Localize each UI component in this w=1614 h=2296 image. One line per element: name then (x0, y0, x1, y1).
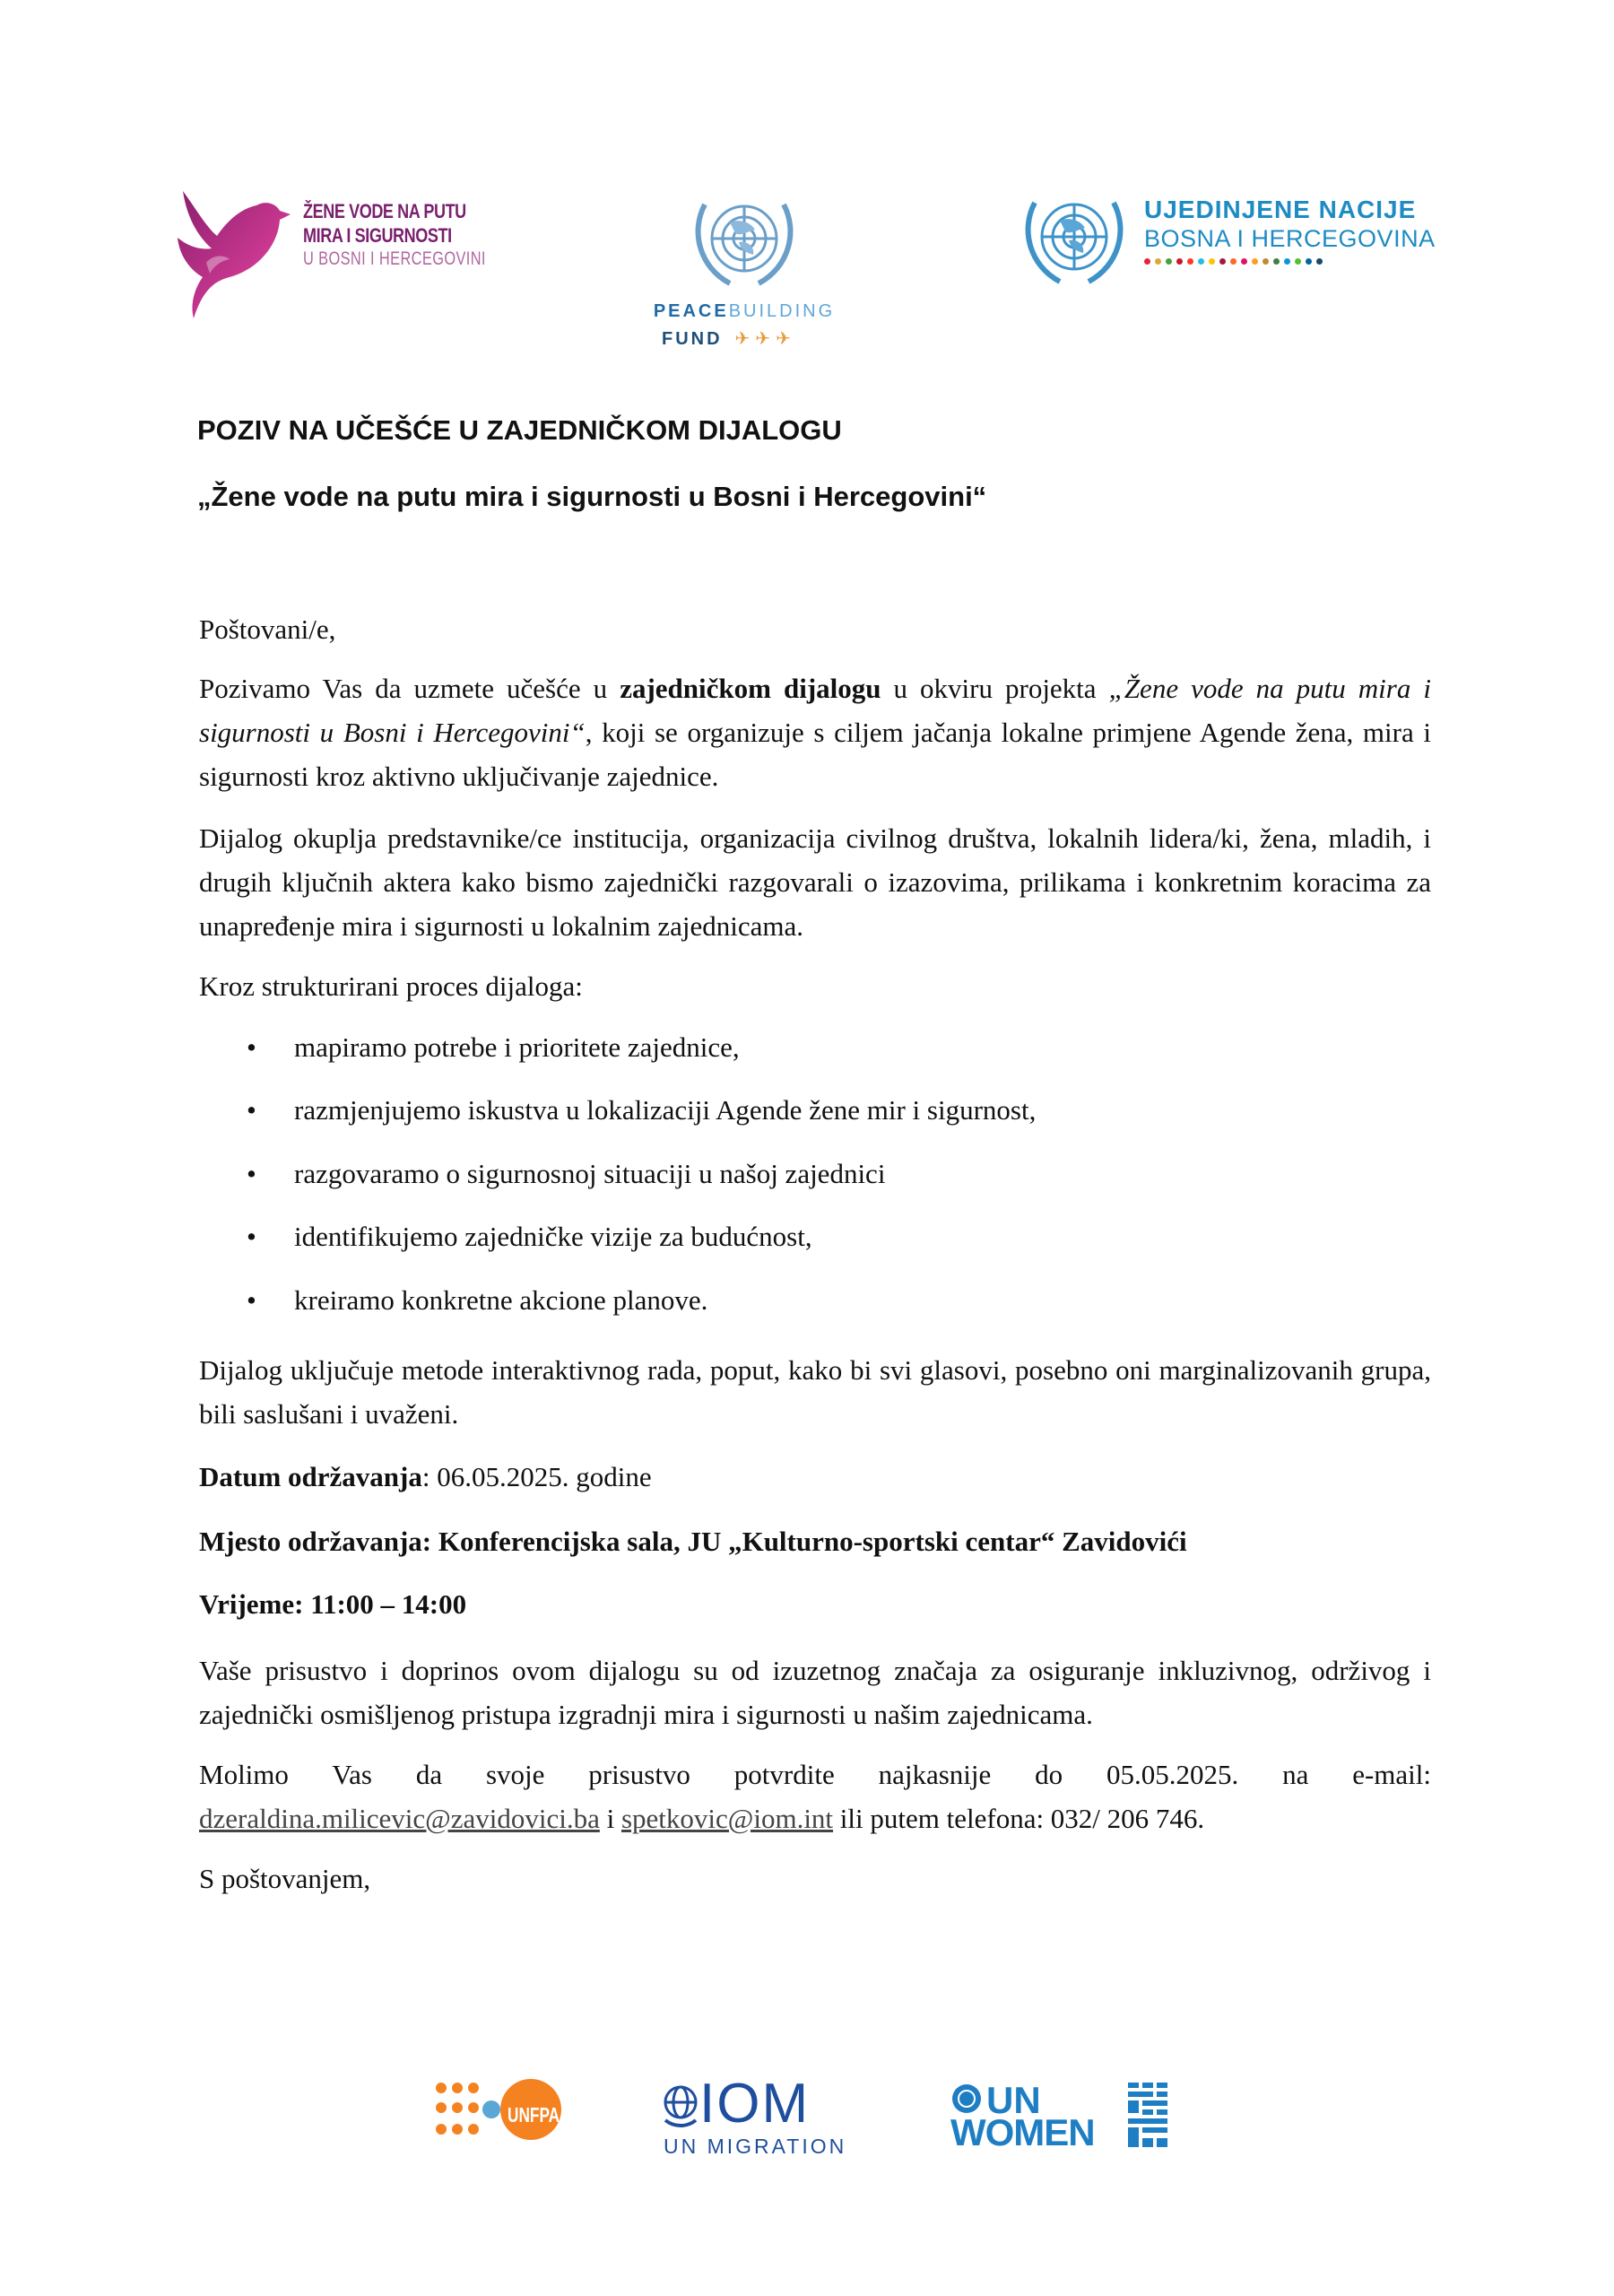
email-link-municipality[interactable]: dzeraldina.milicevic@zavidovici.ba (199, 1803, 600, 1834)
un-bih-logo (1144, 196, 1436, 265)
bullet-item-3: razgovaramo o sigurnosnoj situaciji u našoj zajednici (294, 1158, 886, 1189)
rsvp-line2 (199, 1796, 1431, 1840)
pbf-part2: BUILDING (728, 301, 836, 321)
event-date-label: Datum održavanja (199, 1461, 422, 1492)
intro-a: Pozivamo Vas da uzmete učešće u (199, 673, 620, 704)
peacebuilding-fund-logo (646, 301, 843, 350)
bullet-marker: • (247, 1094, 256, 1126)
event-date-value: : 06.05.2025. godine (421, 1461, 652, 1492)
zene-vode-logo (170, 184, 296, 332)
unfpa-text: UNFPA (508, 2103, 560, 2126)
page-title: POZIV NA UČEŠĆE U ZAJEDNIČKOM DIJALOGU (197, 414, 842, 446)
iom-emblem-icon (662, 2079, 699, 2135)
dove-icon (170, 184, 296, 327)
un-bih-line1: UJEDINJENE NACIJE (1144, 196, 1417, 223)
closing: S poštovanjem, (199, 1863, 371, 1894)
bullet-marker: • (247, 1221, 256, 1252)
event-place (199, 1519, 1431, 1563)
event-date (199, 1455, 1431, 1499)
rsvp-line1: Molimo Vas da svoje prisustvo potvrdite najkasnije do 05.05.2025. na e-mail: (199, 1759, 1431, 1790)
intro-e: , koji se organizuje s ciljem jačanja lokalne primjene Agende žena, mira i sigurnosti kroz aktivno uključivanje zajednice. (199, 717, 1431, 792)
event-time-label: Vrijeme (199, 1588, 295, 1620)
bullet-item-5: kreiramo konkretne akcione planove. (294, 1284, 708, 1316)
paragraph-3: Dijalog uključuje metode interaktivnog rada, poput, kako bi svi glasovi, posebno oni marginalizovanih grupa, bili saslušani i uvaženi. (199, 1354, 1431, 1430)
un-women-pattern-icon (1128, 2083, 1182, 2157)
paragraph-4: Vaše prisustvo i doprinos ovom dijalogu su od izuzetnog značaja za osiguranje inkluzivnog, održivog i zajednički osmišljenog pristupa izgradnji mira i sigurnosti u našim zajednicama. (199, 1655, 1431, 1730)
event-time-value: : 11:00 – 14:00 (294, 1588, 467, 1620)
bullet-marker: • (247, 1284, 256, 1316)
bullet-item-4: identifikujemo zajedničke vizije za budućnost, (294, 1221, 812, 1252)
bullet-marker: • (247, 1158, 256, 1189)
rsvp-phone: ili putem telefona: 032/ 206 746. (833, 1803, 1205, 1834)
iom-text: IOM (699, 2073, 811, 2135)
iom-subtitle: UN MIGRATION (664, 2135, 847, 2158)
zene-vode-logo-text (303, 199, 500, 271)
pbf-part3: FUND (662, 329, 723, 349)
zene-logo-line2: MIRA I SIGURNOSTI (303, 224, 452, 247)
event-place-label: Mjesto održavanja: Konferencijska sala, JU „Kulturno-sportski centar“ Zavidovići (199, 1526, 1187, 1557)
un-women-text-2: WOMEN (950, 2111, 1095, 2153)
bullet-item-1: mapiramo potrebe i prioritete zajednice, (294, 1031, 740, 1063)
page-subtitle: „Žene vode na putu mira i sigurnosti u Bosni i Hercegovini“ (197, 481, 987, 512)
intro-paragraph (199, 666, 1431, 798)
bullet-marker: • (247, 1031, 256, 1063)
intro-c: u okviru projekta (881, 673, 1109, 704)
un-emblem-icon (683, 187, 805, 299)
birds-icon: ✈✈✈ (734, 329, 796, 349)
zene-logo-line1: ŽENE VODE NA PUTU (303, 200, 466, 222)
paragraph-2: Dijalog okuplja predstavnike/ce institucija, organizacija civilnog društva, lokalnih lidera/ki, žena, mladih, i drugih ključnih aktera kako bismo zajednički razgovarali o izazovima, prilikama i konkretnim koracima za unapređenje mira i sigurnosti u lokalnim zajednicama. (199, 822, 1431, 942)
un-women-text-1: UN (986, 2079, 1041, 2121)
un-bih-line2: BOSNA I HERCEGOVINA (1144, 225, 1436, 252)
process-intro: Kroz strukturirani proces dijaloga: (199, 970, 583, 1002)
intro-project-name: „Žene vode na putu mira i sigurnosti u Bosni i Hercegovini“ (199, 673, 1431, 748)
bullet-item-2: razmjenjujemo iskustva u lokalizaciji Agende žene mir i sigurnost, (294, 1094, 1037, 1126)
un-bih-emblem-icon (1011, 187, 1137, 295)
email-link-iom[interactable]: spetkovic@iom.int (620, 1803, 834, 1834)
intro-bold: zajedničkom dijalogu (620, 673, 881, 704)
pbf-part1: PEACE (653, 301, 729, 321)
rsvp-and: i (599, 1803, 621, 1834)
zene-logo-line3: U BOSNI I HERCEGOVINI (303, 248, 486, 269)
event-time (199, 1582, 1431, 1626)
sdg-dots (1144, 258, 1436, 265)
salutation: Poštovani/e, (199, 613, 336, 645)
